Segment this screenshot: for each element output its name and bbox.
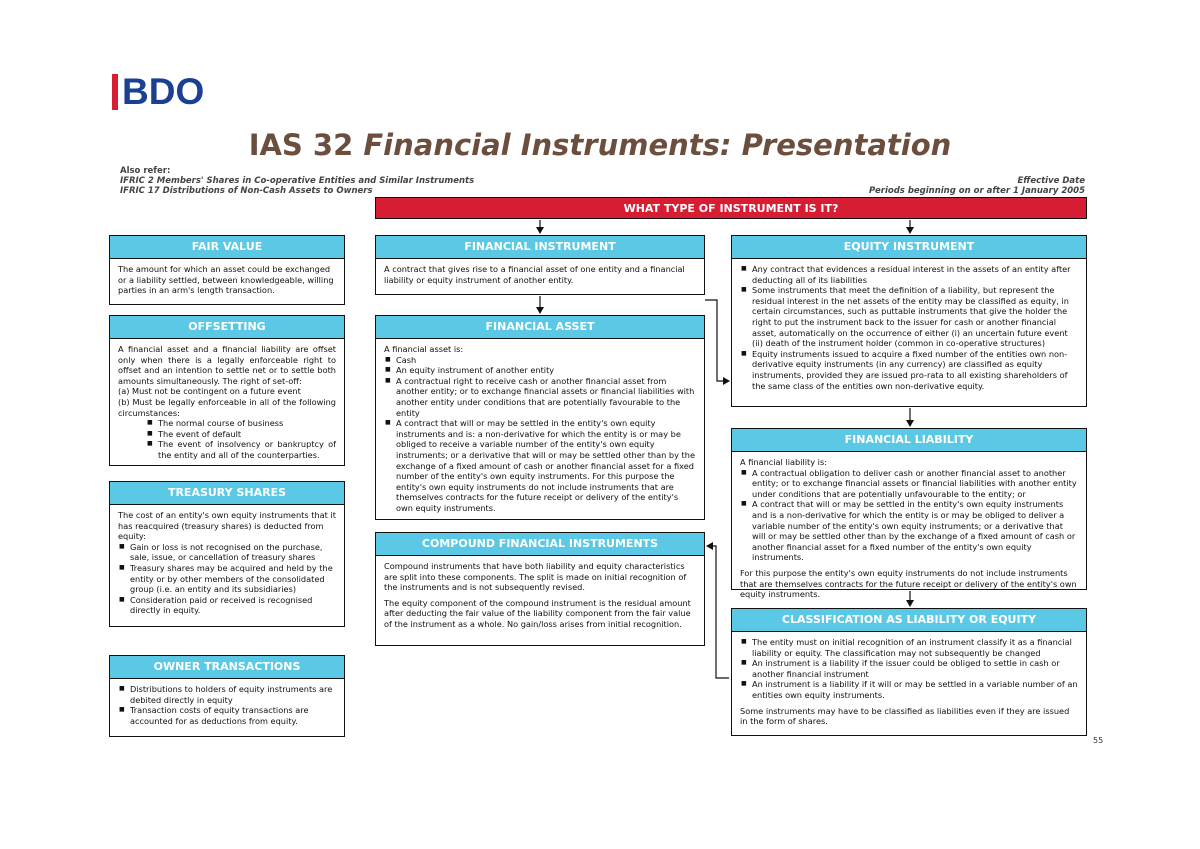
bdo-logo	[110, 70, 220, 112]
page-title: IAS 32 Financial Instruments: Presentation	[248, 128, 952, 162]
compound-header: COMPOUND FINANCIAL INSTRUMENTS	[376, 533, 704, 556]
list-item: ■ Cash	[396, 355, 696, 366]
list-item: ■ Any contract that evidences a residual interest in the assets of an entity after deducting all of its liabilities	[752, 264, 1078, 285]
offsetting-header: OFFSETTING	[110, 316, 344, 339]
effective-date: Effective Date Periods beginning on or after 1 January 2005	[869, 176, 1085, 196]
classification-box	[731, 608, 1087, 736]
list-item: ■ The event of insolvency or bankruptcy of the entity and all of the counterparties.	[158, 439, 336, 460]
equity-instrument-header: EQUITY INSTRUMENT	[732, 236, 1086, 259]
financial-instrument-box	[375, 235, 705, 295]
list-item: ■ Consideration paid or received is recognised directly in equity.	[130, 595, 336, 616]
list-item: ■ Gain or loss is not recognised on the purchase, sale, issue, or cancellation of treasury shares	[130, 542, 336, 563]
list-item: ■ The normal course of business	[158, 418, 336, 429]
list-item: ■ An instrument is a liability if the issuer could be obliged to settle in cash or another financial instrument	[752, 658, 1078, 679]
treasury-intro: The cost of an entity's own equity instruments that it has reacquired (treasury shares) is deducted from equity:	[118, 510, 336, 542]
list-item: ■ A contractual right to receive cash or another financial asset from another entity; or to exchange financial assets or financial liabilities with another entity under conditions that are potentially favourable to the entity	[396, 376, 696, 418]
treasury-box	[109, 481, 345, 627]
list-item: ■ Some instruments that meet the definition of a liability, but represent the residual interest in the net assets of the entity may be classified as equity, in certain circumstances, such as puttable instruments that give the holder the right to put the instrument back to the issuer for cash or another financial asset, automatically on the occurrence of either (i) an uncertain future event (ii) death of the instrument holder (common in co-operative structures)	[752, 285, 1078, 349]
list-item: ■ The event of default	[158, 429, 336, 440]
financial-liability-box	[731, 428, 1087, 600]
financial-liability-header: FINANCIAL LIABILITY	[732, 429, 1086, 452]
compound-box	[375, 532, 705, 646]
classification-header: CLASSIFICATION AS LIABILITY OR EQUITY	[732, 609, 1086, 632]
list-item: ■ A contract that will or may be settled in the entity's own equity instruments and is a non-derivative for which the entity is or may be obliged to deliver a variable number of the entity's own equity instruments; or a derivative that will or may be settled other than by the exchange of a fixed amount of cash or another financial asset for a fixed number of the entity's own equity instruments.	[752, 499, 1078, 563]
offsetting-b: (b) Must be legally enforceable in all of the following circumstances:	[118, 396, 336, 418]
financial-asset-intro: A financial asset is:	[384, 344, 464, 354]
list-item: ■ Transaction costs of equity transactions are accounted for as deductions from equity.	[130, 705, 336, 726]
treasury-header: TREASURY SHARES	[110, 482, 344, 505]
financial-liability-outro: For this purpose the entity's own equity instruments do not include instruments that are themselves contracts for the future receipt or delivery of the entity's own equity instruments.	[740, 567, 1077, 600]
offsetting-box	[109, 315, 345, 466]
also-refer: Also refer: IFRIC 2 Members' Shares in Co-operative Entities and Similar Instruments IFRIC 17 Distributions of Non-Cash Assets to Owners	[120, 166, 475, 196]
financial-liability-intro: A financial liability is:	[740, 457, 827, 467]
offsetting-a: (a) Must not be contingent on a future event	[118, 386, 301, 397]
fair-value-box	[109, 235, 345, 305]
list-item: ■ A contract that will or may be settled in the entity's own equity instruments and is: a non-derivative for which the entity is or may be obliged to receive a variable number of the entity's own equity instruments; or a derivative that will or may be settled other than by the exchange of a fixed amount of cash or another financial asset for a fixed number of the entity's own equity instruments. For this purpose the entity's own equity instruments do not include instruments that are themselves contracts for the future receipt or delivery of the entity's own equity instruments.	[396, 418, 696, 513]
compound-p1: Compound instruments that have both liability and equity characteristics are split into these components. The split is made on initial recognition of the instruments and is not subsequently revised.	[384, 561, 687, 593]
fair-value-text: The amount for which an asset could be exchanged or a liability settled, between knowledgeable, willing parties in an arm's length transaction.	[118, 264, 334, 296]
fair-value-header: FAIR VALUE	[110, 236, 344, 259]
arrow-to-equity-from-instrument	[705, 300, 729, 381]
arrow-to-compound	[707, 546, 729, 678]
owner-box	[109, 655, 345, 737]
financial-instrument-header: FINANCIAL INSTRUMENT	[376, 236, 704, 259]
list-item: ■ The entity must on initial recognition of an instrument classify it as a financial liability or equity. The classification may not subsequently be changed	[752, 637, 1078, 658]
financial-asset-header: FINANCIAL ASSET	[376, 316, 704, 339]
list-item: ■ Equity instruments issued to acquire a fixed number of the entities own non-derivative equity instruments (in any currency) are classified as equity instruments, provided they are issued pro-rata to all existing shareholders of the same class of the entities own non-derivative equity.	[752, 349, 1078, 391]
offsetting-intro: A financial asset and a financial liability are offset only when there is a legally enforceable right to offset and an intention to settle net or to settle both amounts simultaneously. The right of set-off:	[118, 344, 336, 386]
page-number: 55	[1093, 736, 1104, 745]
financial-asset-box	[375, 315, 705, 520]
logo-text: BDO	[122, 71, 205, 112]
classification-outro: Some instruments may have to be classified as liabilities even if they are issued in the form of shares.	[740, 705, 1070, 727]
list-item: ■ Distributions to holders of equity instruments are debited directly in equity	[130, 684, 336, 705]
top-question-bar: WHAT TYPE OF INSTRUMENT IS IT?	[375, 197, 1087, 219]
compound-p2: The equity component of the compound instrument is the residual amount after deducting the fair value of the liability component from the fair value of the instrument as a whole. No gain/loss arises from initial recognition.	[384, 597, 691, 629]
list-item: ■ Treasury shares may be acquired and held by the entity or by other members of the consolidated group (i.e. an entity and its subsidiaries)	[130, 563, 336, 595]
owner-header: OWNER TRANSACTIONS	[110, 656, 344, 679]
list-item: ■ An equity instrument of another entity	[396, 365, 696, 376]
list-item: ■ An instrument is a liability if it will or may be settled in a variable number of an entities own equity instruments.	[752, 679, 1078, 700]
equity-instrument-box	[731, 235, 1087, 407]
financial-instrument-text: A contract that gives rise to a financial asset of one entity and a financial liability or equity instrument of another entity.	[384, 264, 685, 285]
list-item: ■ A contractual obligation to deliver cash or another financial asset to another entity; or to exchange financial assets or financial liabilities with another entity under conditions that are potentially unfavourable to the entity; or	[752, 468, 1078, 500]
